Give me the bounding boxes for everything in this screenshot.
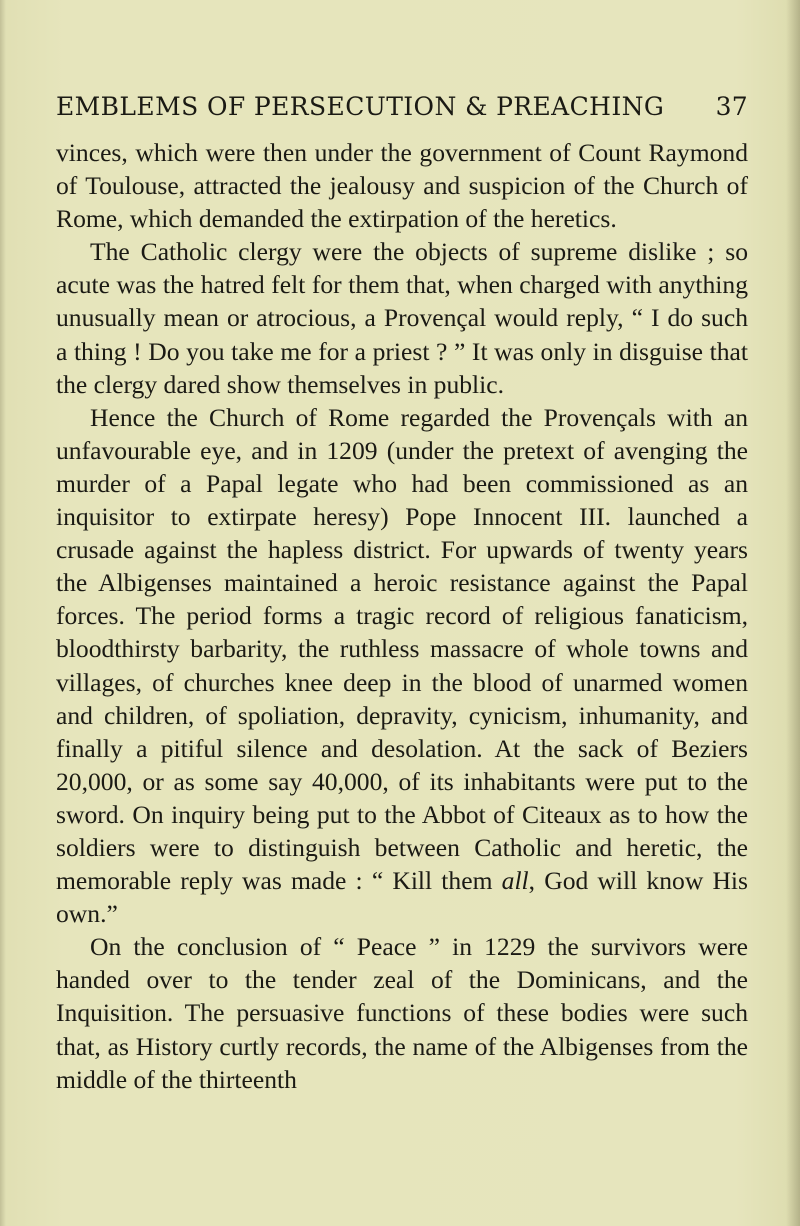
paragraph-3-text: Hence the Church of Rome regarded the Provençals with an unfavourable eye, and in 1209 (under the pretext of avenging the murder of a Papal legate who had been commissioned as an inquisitor to extirpate heresy) Pope Innocent III. launched a crusade against the hapless district. For upwards of twenty years the Albigenses maintained a heroic resistance against the Papal forces. The period forms a tragic record of religious fanaticism, bloodthirsty barbarity, the ruthless massacre of whole towns and villages, of churches knee deep in the blood of unarmed women and children, of spoliation, depravity, cynicism, inhumanity, and finally a pitiful silence and desolation. At the sack of Beziers 20,000, or as some say 40,000, of its inhabitants were put to the sword. On inquiry being put to the Abbot of Citeaux as to how the soldiers were to distinguish between Catholic and heretic, the memorable reply was made : (56, 402, 748, 896)
paragraph-3 (56, 401, 748, 931)
paragraph-1 (56, 136, 748, 235)
page-spine-shadow (786, 0, 800, 1226)
paragraph-4-text: On the conclusion of “ Peace ” in 1229 the survivors were handed over to the tender zeal of the Dominicans, and the Inquisition. The persuasive functions of these bodies were such that, as History curtly records, the name of the Albigenses from the middle of the thirteenth (56, 932, 748, 1094)
page-number: 37 (715, 92, 748, 121)
paragraph-1-text: vinces, which were then under the government of Count Raymond of Toulouse, attracted the jealousy and suspicion of the Church of Rome, which demanded the extirpation of the heretics. (56, 138, 748, 234)
quote-before: “ Kill them (362, 866, 502, 896)
page-left-edge-shadow (0, 0, 6, 1226)
quote-italic-word: all (501, 866, 529, 896)
paragraph-2-text: The Catholic clergy were the objects of supreme dislike ; so acute was the hatred felt for them that, when charged with anything unusually mean or atrocious, a Provençal would reply, “ I do such a thing ! Do you take me for a priest ? ” It was only in disguise that the clergy dared show themselves in public. (56, 237, 748, 399)
paragraph-4 (56, 930, 748, 1095)
running-head (56, 92, 748, 121)
quote-after: , God will know His own.” (56, 866, 749, 929)
running-head-title: EMBLEMS OF PERSECUTION & PREACHING (56, 92, 665, 121)
paragraph-2 (56, 235, 748, 400)
body-text (56, 136, 748, 1096)
